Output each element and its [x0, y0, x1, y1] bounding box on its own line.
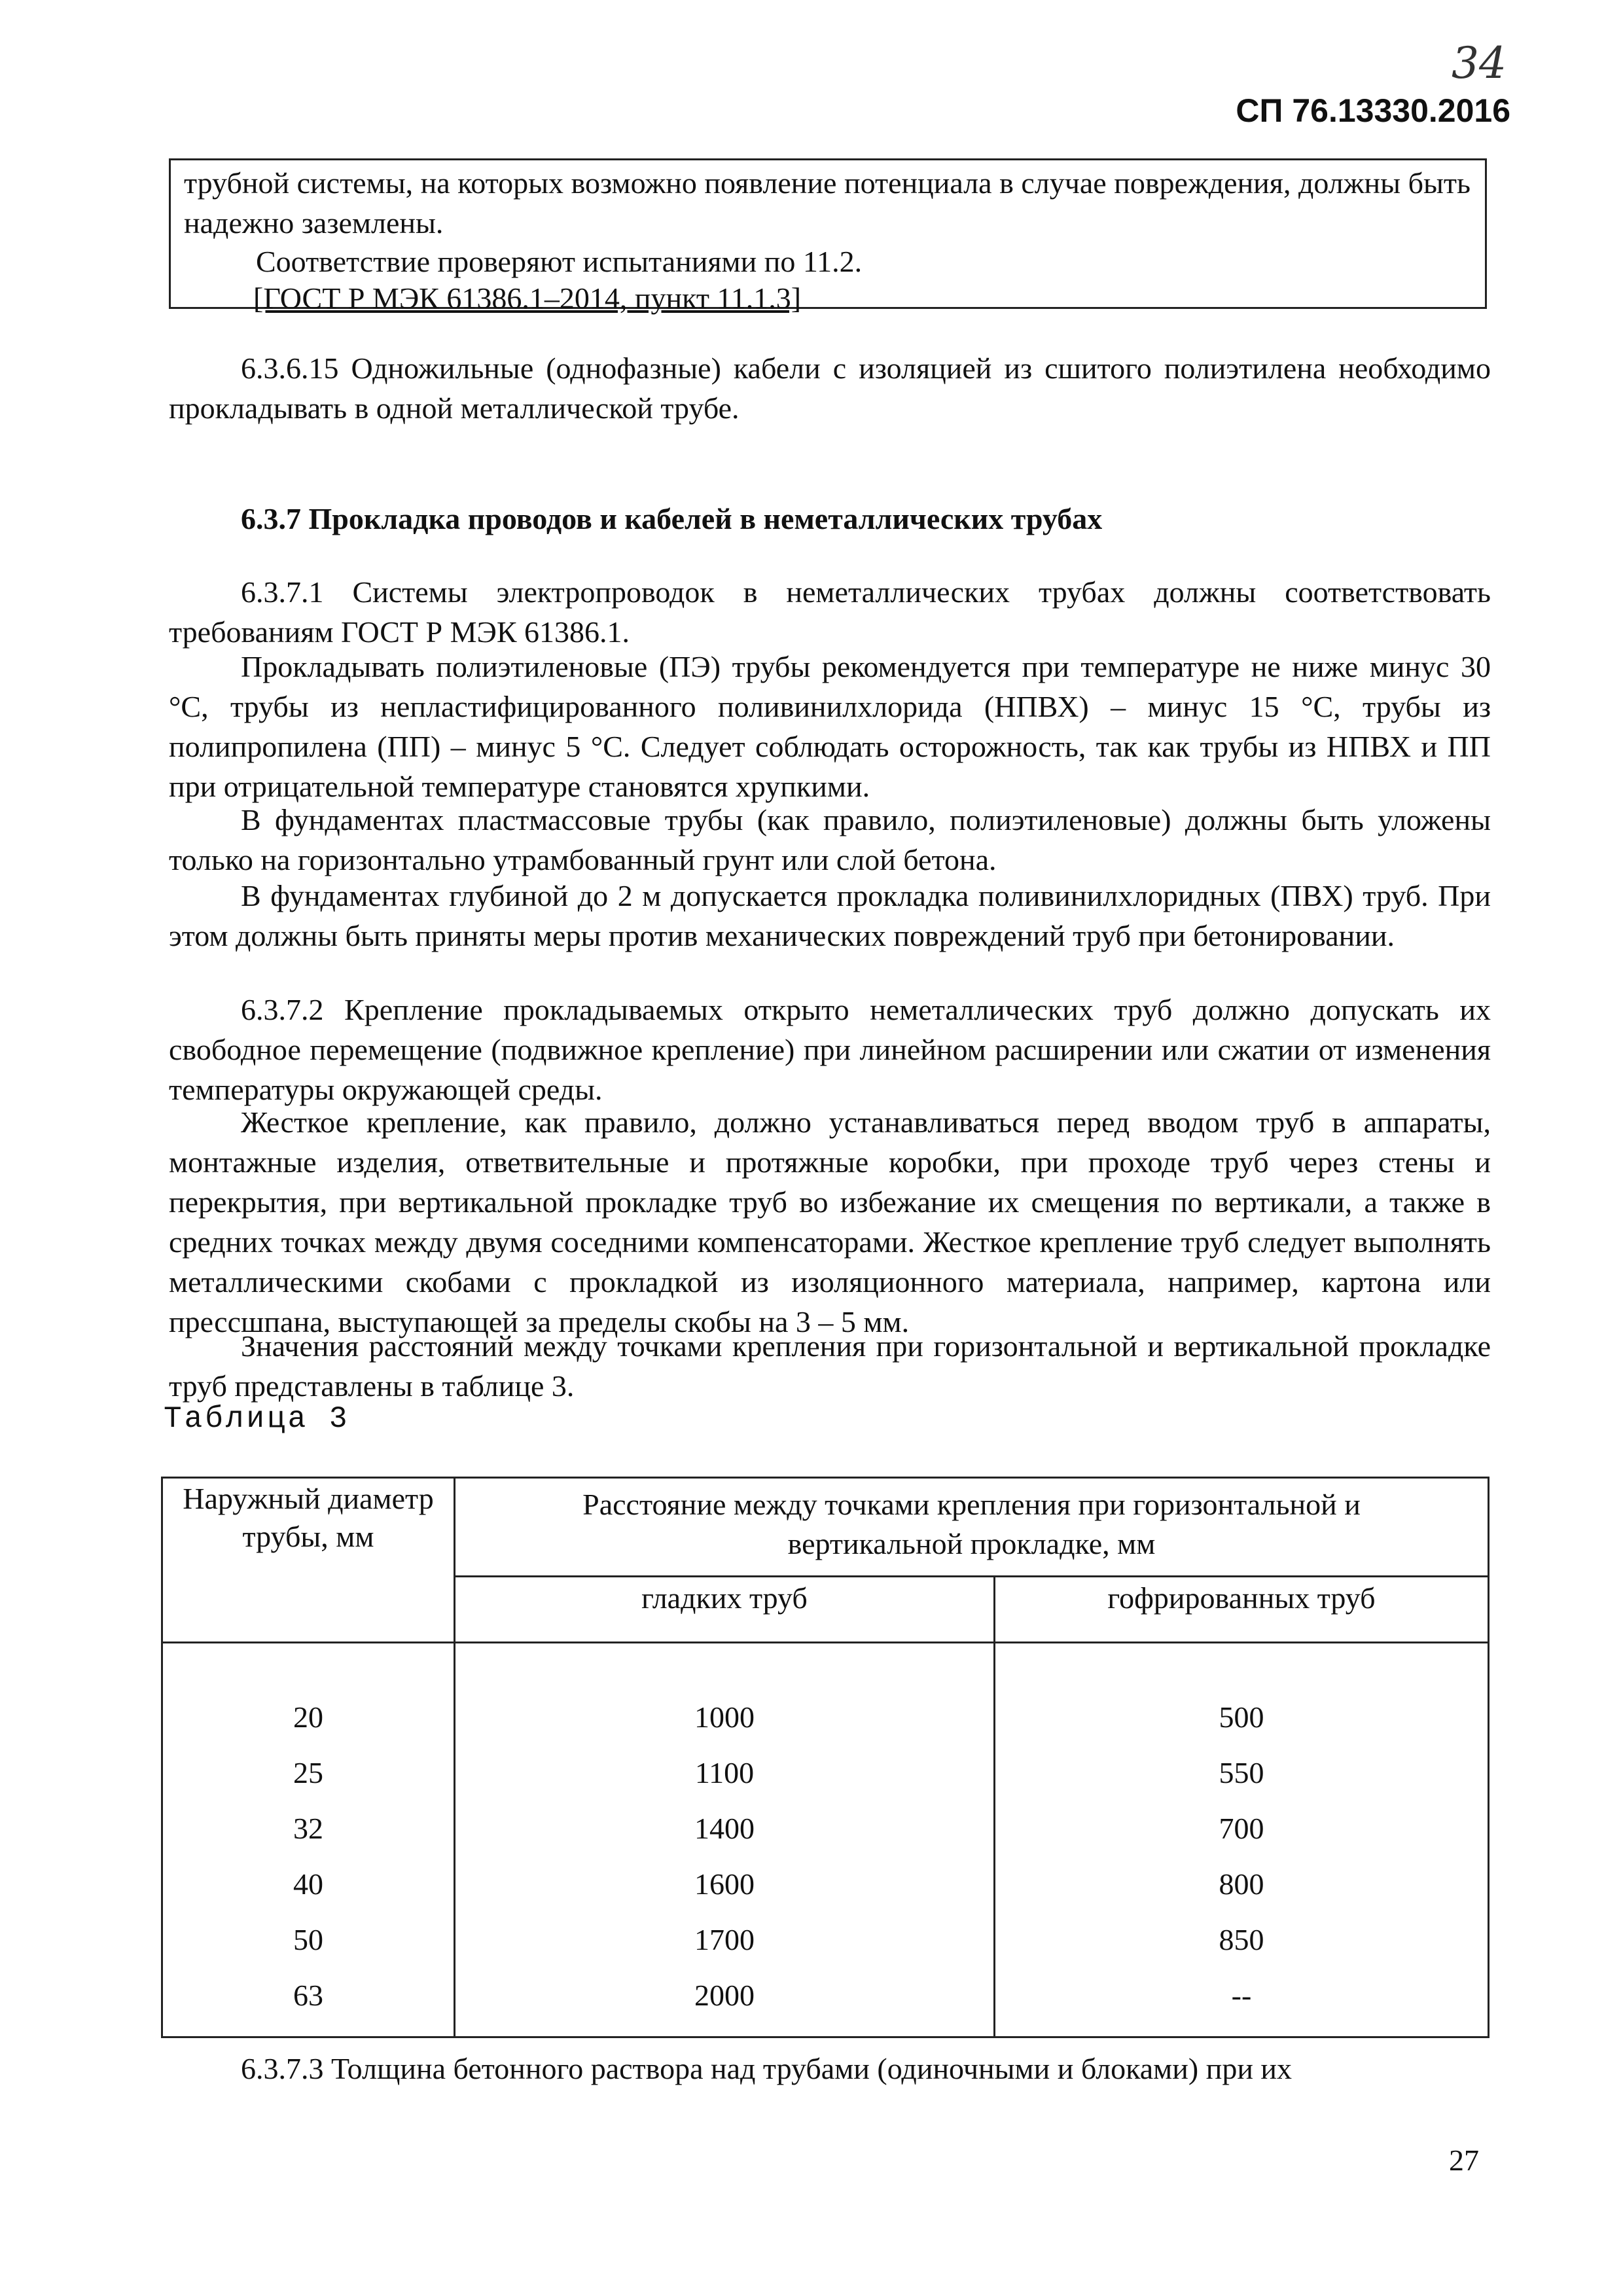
table-cell: 1600 — [694, 1867, 755, 1901]
paragraph-foundations-2: В фундаментах глубиной до 2 м допускается прокладка поливинилхлоридных (ПВХ) труб. При этом должны быть приняты меры против механических повреждений труб при бетонировании. — [169, 879, 1491, 952]
paragraph-rigid-mount: Жесткое крепление, как правило, должно устанавливаться перед вводом труб в аппараты, монтажные изделия, ответвительные и протяжные коробки, при проходе труб через стены и перекрытия, при вертикальной прокладке труб во избежание их смещения по вертикали, а также в средних точках между двумя соседними компенсаторами. Жесткое крепление труб следует выполнять металлическими скобами с прокладкой из изоляционного материала, например, картона или прессшпана, выступающей за пределы скобы на 3 – 5 мм. — [169, 1105, 1491, 1338]
paragraph-foundations-1: В фундаментах пластмассовые трубы (как правило, полиэтиленовые) должны быть уложены только на горизонтально утрамбованный грунт или слой бетона. — [169, 803, 1491, 876]
header-corrugated-pipes: гофрированных труб — [995, 1577, 1489, 1643]
table-cell: 1100 — [694, 1756, 755, 1789]
page-number: 27 — [1449, 2144, 1479, 2177]
boxed-line-2: Соответствие проверяют испытаниями по 11.2. — [256, 245, 863, 278]
table-cell: 63 — [293, 1979, 323, 2012]
header-distance-group: Расстояние между точками крепления при горизонтальной и вертикальной прокладке, мм — [455, 1478, 1489, 1577]
table-cell: 2000 — [694, 1979, 755, 2012]
paragraph-table-reference: Значения расстояний между точками крепления при горизонтальной и вертикальной прокладке труб представлены в таблице 3. — [169, 1329, 1491, 1403]
boxed-line-1: трубной системы, на которых возможно появление потенциала в случае повреждения, должны быть надежно заземлены. — [184, 166, 1471, 240]
paragraph-6-3-7-2: 6.3.7.2 Крепление прокладываемых открыто неметаллических труб должно допускать их свободное перемещение (подвижное крепление) при линейном расширении или сжатии от изменения температуры окружающей среды. — [169, 993, 1491, 1106]
table-cell: 32 — [293, 1812, 323, 1845]
paragraph-6-3-7-1: 6.3.7.1 Системы электропроводок в неметаллических трубах должны соответствовать требованиям ГОСТ Р МЭК 61386.1. — [169, 575, 1491, 649]
column-corrugated — [995, 1643, 1489, 2037]
section-heading-6-3-7: 6.3.7 Прокладка проводов и кабелей в неметаллических трубах — [241, 502, 1103, 535]
table-caption: Таблица 3 — [164, 1402, 350, 1436]
table-cell: 550 — [1219, 1756, 1264, 1789]
boxed-line-3: [ГОСТ Р МЭК 61386.1–2014, пункт 11.1.3] — [253, 281, 802, 315]
header-diameter: Наружный диаметр трубы, мм — [162, 1478, 455, 1643]
table-cell: 50 — [293, 1923, 323, 1956]
paragraph-pe-pipes: Прокладывать полиэтиленовые (ПЭ) трубы рекомендуется при температуре не ниже минус 30 °С, трубы из непластифицированного поливинилхлорида (НПВХ) – минус 15 °С, трубы из полипропилена (ПП) – минус 5 °С. Следует соблюдать осторожность, так как трубы из НПВХ и ПП при отрицательной температуре становятся хрупкими. — [169, 650, 1491, 803]
table-cell: 500 — [1219, 1700, 1264, 1734]
table-cell: 800 — [1219, 1867, 1264, 1901]
table-cell: 1700 — [694, 1923, 755, 1956]
table-cell: -- — [1231, 1979, 1252, 2012]
paragraph-6-3-7-3: 6.3.7.3 Толщина бетонного раствора над трубами (одиночными и блоками) при их — [241, 2052, 1293, 2085]
table-cell: 850 — [1219, 1923, 1264, 1956]
paragraph-6-3-6-15: 6.3.6.15 Одножильные (однофазные) кабели с изоляцией из сшитого полиэтилена необходимо прокладывать в одной металлической трубе. — [169, 351, 1491, 425]
boxed-quote — [169, 158, 1487, 315]
table-cell: 40 — [293, 1867, 323, 1901]
header-smooth-pipes: гладких труб — [455, 1577, 995, 1643]
table-cell: 20 — [293, 1700, 323, 1734]
table-cell: 1000 — [694, 1700, 755, 1734]
fastening-distance-table — [161, 1477, 1489, 2038]
table-cell: 25 — [293, 1756, 323, 1789]
table-cell: 700 — [1219, 1812, 1264, 1845]
column-diameters — [162, 1643, 455, 2037]
table-cell: 1400 — [694, 1812, 755, 1845]
handwritten-page-number: 34 — [1452, 38, 1507, 88]
column-smooth — [455, 1643, 995, 2037]
document-code: СП 76.13330.2016 — [1236, 92, 1510, 129]
